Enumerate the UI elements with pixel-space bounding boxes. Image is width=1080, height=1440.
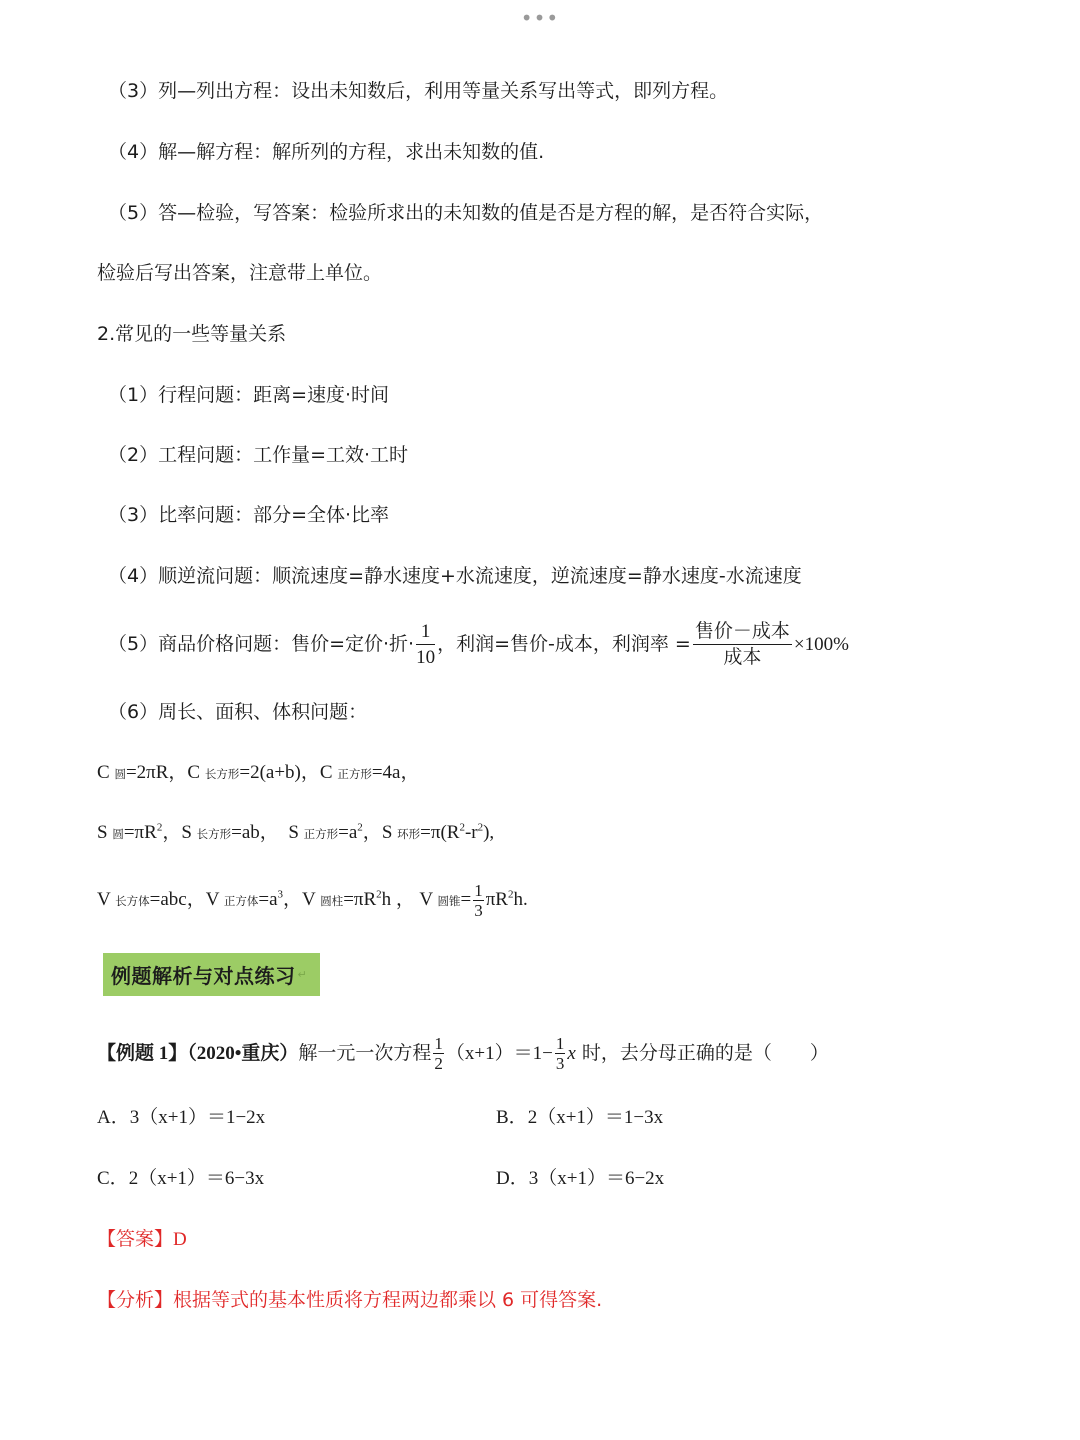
- answer-label: 【答案】: [97, 1228, 174, 1250]
- analysis-label: 【分析】: [97, 1289, 174, 1311]
- step-5: （5）答—检验，写答案：检验所求出的未知数的值是否是方程的解，是否符合实际，: [108, 202, 824, 224]
- section-heading-text: 例题解析与对点练习: [111, 964, 296, 988]
- relation-ratio: （3）比率问题：部分=全体·比率: [108, 504, 390, 526]
- more-menu-icon[interactable]: •••: [520, 6, 560, 30]
- relation-geometry: （6）周长、面积、体积问题：: [108, 701, 368, 723]
- example-1-question: 【例题 1】（2020•重庆）解一元一次方程 $\frac{1}{2}$ （x+1）＝1− $\frac{1}{3}$ x 时，去分母正确的是（ ）: [97, 1034, 829, 1073]
- fraction-one-third: $\frac{1}{3}$: [474, 881, 483, 921]
- answer: [97, 1224, 1020, 1255]
- step-3: （3）列—列出方程：设出未知数后，利用等量关系写出等式，即列方程。: [108, 80, 729, 102]
- relations-title: 2.常见的一些等量关系: [97, 323, 287, 345]
- answer-value: D: [173, 1229, 187, 1250]
- option-d[interactable]: D．3（x+1）＝6−2x: [496, 1168, 665, 1189]
- paragraph-mark-icon: ↵: [297, 968, 307, 981]
- volume-formulas: V 长方体=abc，V 正方体$=a^3$，V 圆柱$=\pi R^2h$ ， V 圆锥= $\frac{1}{3}$ $\pi R^2h$.: [97, 881, 528, 921]
- step-4: （4）解—解方程：解所列的方程，求出未知数的值.: [108, 141, 545, 163]
- option-c[interactable]: C．2（x+1）＝6−3x: [97, 1168, 265, 1189]
- section-heading: [103, 953, 320, 996]
- price-prefix: （5）商品价格问题：售价=定价·折·: [108, 633, 415, 655]
- option-a[interactable]: A．3（x+1）＝1−2x: [97, 1107, 266, 1128]
- example-1-label: 【例题 1】（2020•重庆）: [97, 1043, 299, 1064]
- relation-travel: （1）行程问题：距离=速度·时间: [108, 384, 390, 406]
- relation-stream: （4）顺逆流问题：顺流速度=静水速度+水流速度，逆流速度=静水速度-水流速度: [108, 565, 802, 587]
- price-suffix: ×100%: [793, 634, 849, 655]
- fraction-profit-rate: $\frac{\text{售价－成本}}{\text{成本}}$: [694, 620, 790, 668]
- fraction-one-third-x: $\frac{1}{3}$: [555, 1034, 565, 1073]
- relation-work: （2）工程问题：工作量=工效·工时: [108, 444, 409, 466]
- relation-price: [108, 618, 1020, 671]
- option-b[interactable]: B．2（x+1）＝1−3x: [496, 1107, 664, 1128]
- fraction-one-tenth: $\frac{1}{10}$: [416, 621, 436, 668]
- area-formulas: S 圆$=\pi R^2$，S 长方形=ab， S 正方形$=a^2$，S 环形$=\pi(R^2-r^2)$,: [97, 821, 495, 843]
- step-5-continued: 检验后写出答案，注意带上单位。: [97, 262, 383, 284]
- price-middle: ，利润=售价-成本，利润率 =: [437, 633, 691, 655]
- fraction-one-half: $\frac{1}{2}$: [434, 1034, 443, 1073]
- analysis-text: 根据等式的基本性质将方程两边都乘以 6 可得答案.: [173, 1289, 603, 1311]
- perimeter-formulas: C 圆=2πR，C 长方形=2(a+b)，C 正方形=4a，: [97, 762, 420, 783]
- analysis: [97, 1285, 1020, 1315]
